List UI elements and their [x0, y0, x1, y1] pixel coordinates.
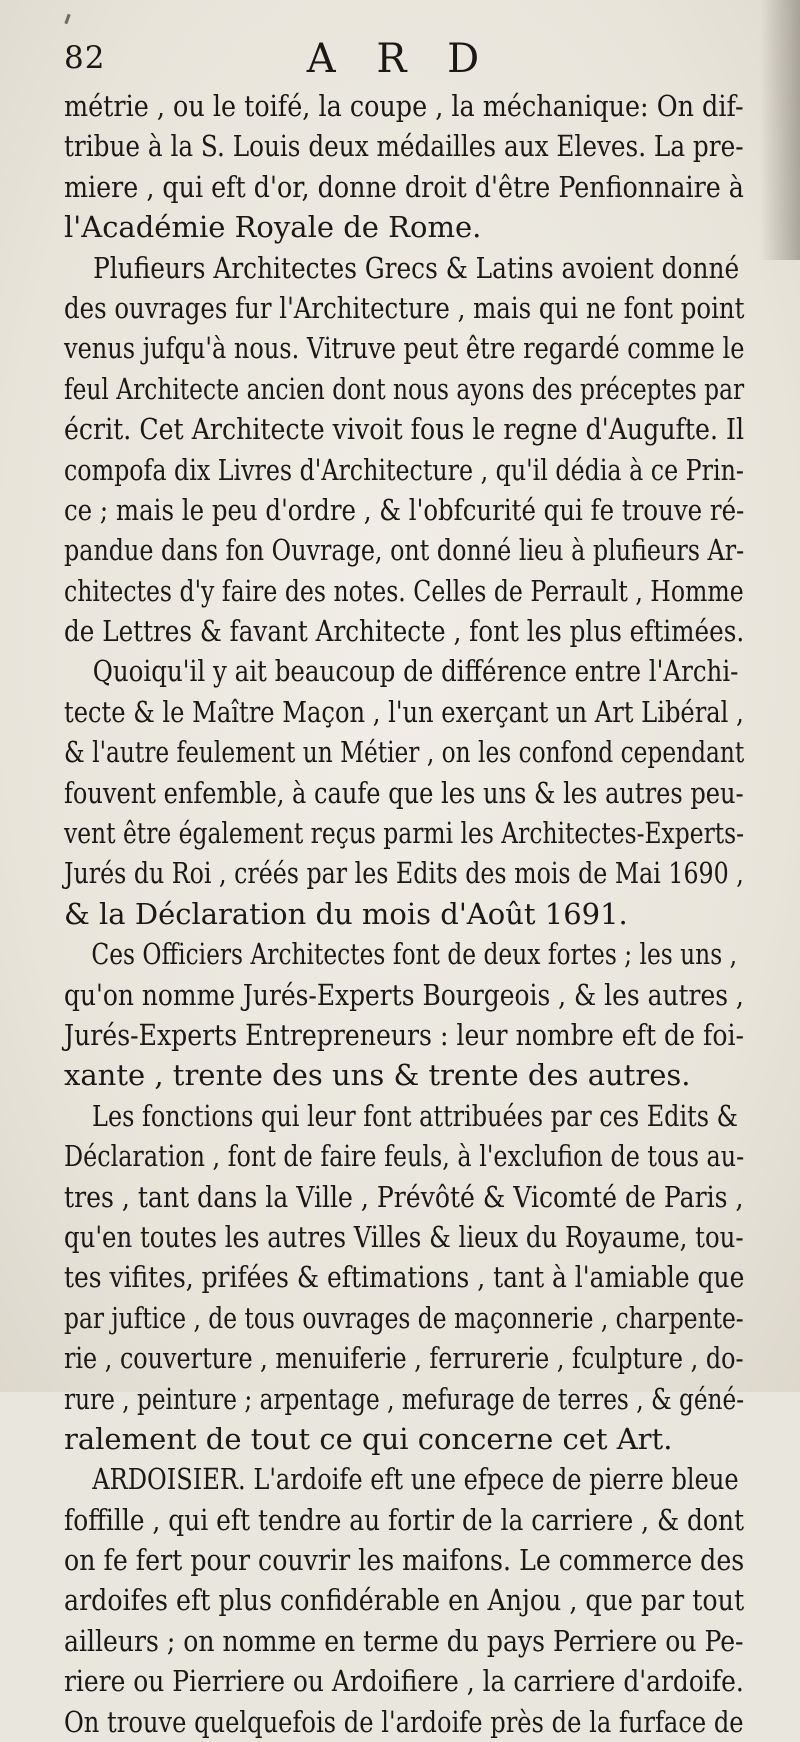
text-line: rure , peinture ; arpentage , mefurage de terres , & géné- — [64, 1381, 745, 1416]
text-line: des ouvrages fur l'Architecture , mais qui ne font point — [64, 290, 745, 325]
text-line: ce ; mais le peu d'ordre , & l'obfcurité qui fe trouve ré- — [64, 492, 745, 527]
text-line: ARDOISIER. L'ardoife eft une efpece de pierre bleue — [92, 1462, 739, 1497]
text-line: venus jufqu'à nous. Vitruve peut être regardé comme le — [64, 331, 745, 366]
text-line: l'Académie Royale de Rome. — [64, 210, 482, 245]
ink-mark — [64, 14, 70, 24]
text-line: compofa dix Livres d'Architecture , qu'il dédia à ce Prin- — [64, 452, 744, 487]
text-line: Ces Officiers Architectes font de deux fortes ; les uns , — [91, 937, 738, 972]
text-line: tes vifites, prifées & eftimations , tant à l'amiable que — [64, 1260, 745, 1295]
text-line: tres , tant dans la Ville , Prévôté & Vicomté de Paris , — [64, 1179, 744, 1214]
text-line: Déclaration , font de faire feuls, à l'exclufion de tous au- — [64, 1139, 745, 1174]
text-line: ardoifes eft plus confidérable en Anjou , que par tout — [64, 1583, 745, 1618]
text-line: Jurés du Roi , créés par les Edits des mois de Mai 1690 , — [64, 856, 744, 891]
text-line: & la Déclaration du mois d'Août 1691. — [64, 896, 628, 931]
text-line: on fe fert pour couvrir les maifons. Le commerce des — [64, 1543, 745, 1578]
text-line: Plufieurs Architectes Grecs & Latins avoient donné — [93, 250, 740, 285]
text-line: chitectes d'y faire des notes. Celles de Perrault , Homme — [64, 573, 744, 608]
text-line: Quoiqu'il y ait beaucoup de différence entre l'Archi- — [92, 654, 739, 689]
text-line: On trouve quelquefois de l'ardoife près de la furface de — [64, 1704, 744, 1739]
text-line: tribue à la S. Louis deux médailles aux Eleves. La pre- — [64, 129, 744, 164]
text-line: miere , qui eft d'or, donne droit d'être Penfionnaire à — [64, 169, 744, 204]
text-line: de Lettres & favant Architecte , font les plus eftimées. — [64, 614, 745, 649]
text-line: pandue dans fon Ouvrage, ont donné lieu à plufieurs Ar- — [64, 533, 745, 568]
text-line: métrie , ou le toifé, la coupe , la méchanique: On dif- — [64, 89, 744, 123]
text-line: qu'on nomme Jurés-Experts Bourgeois , & les autres , — [64, 977, 744, 1012]
body-text — [64, 86, 744, 1742]
text-line: tecte & le Maître Maçon , l'un exerçant un Art Libéral , — [64, 694, 744, 729]
page-edge-shadow — [760, 0, 800, 260]
text-line: écrit. Cet Architecte vivoit fous le regne d'Augufte. Il — [64, 412, 745, 447]
page-number: 82 — [64, 40, 106, 76]
text-line: xante , trente des uns & trente des autres. — [64, 1058, 691, 1093]
text-line: & l'autre feulement un Métier , on les confond cependant — [64, 735, 745, 770]
text-line: par juftice , de tous ouvrages de maçonnerie , charpente- — [64, 1300, 744, 1335]
text-line: feul Architecte ancien dont nous ayons des préceptes par — [64, 371, 745, 406]
text-line: Les fonctions qui leur font attribuées par ces Edits & — [92, 1098, 738, 1133]
text-line: ailleurs ; on nomme en terme du pays Perriere ou Pe- — [64, 1623, 744, 1658]
text-line: Jurés-Experts Entrepreneurs : leur nombre eft de foi- — [64, 1017, 745, 1052]
text-line: fouvent enfemble, à caufe que les uns & les autres peu- — [64, 775, 744, 810]
text-line: vent être également reçus parmi les Architectes-Experts- — [64, 816, 745, 851]
running-head: A R D — [306, 36, 494, 82]
text-line: ralement de tout ce qui concerne cet Art. — [64, 1421, 673, 1456]
text-line: riere ou Pierriere ou Ardoifiere , la carriere d'ardoife. — [64, 1664, 744, 1699]
text-line: foffille , qui eft tendre au fortir de la carriere , & dont — [64, 1502, 744, 1537]
text-line: qu'en toutes les autres Villes & lieux du Royaume, tou- — [64, 1219, 744, 1254]
text-line: rie , couverture , menuiferie , ferrurerie , fculpture , do- — [64, 1341, 744, 1376]
